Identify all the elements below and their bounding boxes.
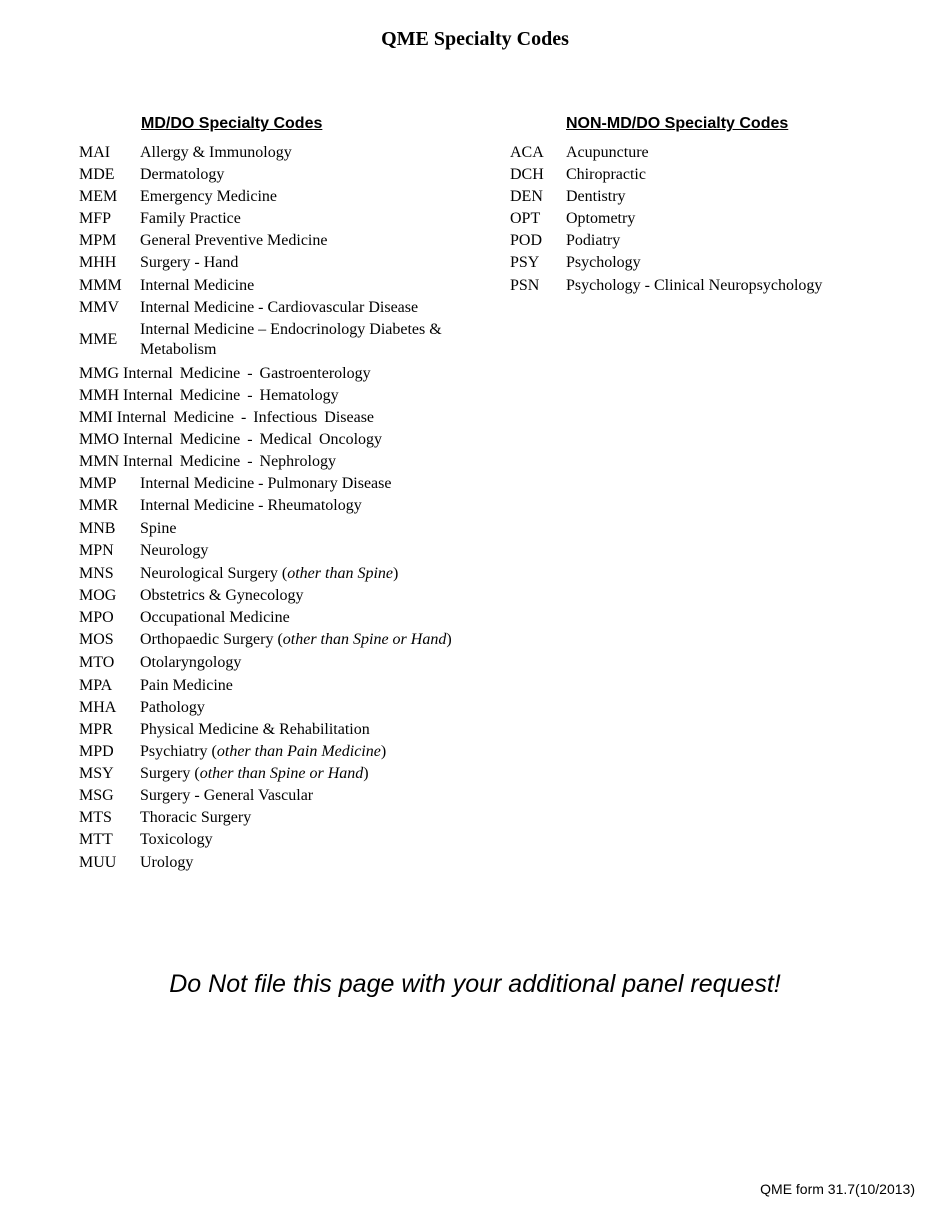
code-row	[79, 630, 489, 650]
code-row	[79, 676, 489, 696]
specialty-code: MMN	[79, 453, 120, 471]
code-row	[79, 742, 489, 762]
specialty-code: PSY	[510, 254, 540, 272]
specialty-name: Dermatology	[140, 166, 225, 184]
code-row	[510, 209, 930, 229]
md-do-heading: MD/DO Specialty Codes	[141, 115, 323, 132]
non-md-do-heading: NON-MD/DO Specialty Codes	[566, 115, 789, 132]
code-row	[510, 143, 930, 163]
specialty-name-text: )	[392, 564, 399, 582]
specialty-name: Family Practice	[140, 210, 241, 228]
specialty-code: MMO	[79, 431, 120, 449]
specialty-code: MHH	[79, 254, 117, 272]
specialty-name: Dentistry	[566, 188, 626, 206]
md-do-code-list	[79, 143, 489, 875]
code-row	[510, 231, 930, 251]
specialty-name: Acupuncture	[566, 144, 649, 161]
specialty-code: ACA	[510, 144, 544, 161]
specialty-name	[140, 742, 489, 762]
specialty-code: MTT	[79, 831, 113, 849]
specialty-code: MOG	[79, 586, 117, 604]
code-row	[79, 452, 489, 472]
specialty-code: MTO	[79, 653, 115, 671]
specialty-name: Allergy & Immunology	[140, 144, 292, 161]
specialty-name	[140, 564, 489, 584]
specialty-name: Internal Medicine - Gastroenterology	[123, 364, 371, 382]
specialty-code: MMM	[79, 276, 122, 294]
specialty-name: Occupational Medicine	[140, 608, 290, 626]
specialty-qualifier: other than Spine or Hand	[282, 630, 447, 648]
form-number: QME form 31.7(10/2013)	[760, 1181, 915, 1197]
specialty-code: MHA	[79, 698, 117, 716]
code-row	[79, 187, 489, 207]
code-row	[79, 720, 489, 740]
specialty-name: Chiropractic	[566, 166, 646, 184]
specialty-name	[140, 764, 489, 784]
specialty-name: Internal Medicine - Nephrology	[123, 453, 336, 471]
specialty-name: Obstetrics & Gynecology	[140, 586, 304, 604]
specialty-name: Internal Medicine - Hematology	[123, 386, 339, 404]
specialty-qualifier: other than Spine or Hand	[199, 765, 364, 783]
specialty-name: Internal Medicine	[140, 276, 255, 294]
specialty-code: MMG	[79, 364, 120, 382]
specialty-code: DCH	[510, 166, 544, 184]
specialty-code: MFP	[79, 210, 112, 228]
code-row	[79, 698, 489, 718]
code-row	[79, 653, 489, 673]
specialty-code: MTS	[79, 809, 112, 827]
code-row	[79, 298, 489, 318]
specialty-code: MAI	[79, 144, 111, 161]
code-row	[79, 496, 489, 516]
specialty-name-text: )	[363, 765, 369, 783]
code-row	[79, 808, 489, 828]
code-row	[510, 187, 930, 207]
specialty-name: Urology	[140, 853, 194, 871]
code-row	[79, 586, 489, 606]
code-row	[79, 853, 489, 873]
code-row	[79, 231, 489, 251]
code-row	[79, 541, 489, 561]
specialty-name: Internal Medicine - Pulmonary Disease	[140, 475, 392, 493]
code-row	[79, 253, 489, 273]
specialty-code: MPO	[79, 608, 114, 626]
specialty-name: Toxicology	[140, 831, 213, 849]
specialty-code: MPD	[79, 743, 114, 761]
code-row	[79, 386, 489, 406]
specialty-name: Psychology - Clinical Neuropsychology	[566, 276, 823, 294]
code-row	[79, 764, 489, 784]
filing-notice: Do Not file this page with your additional panel request!	[169, 970, 781, 998]
specialty-name: Pathology	[140, 698, 205, 716]
specialty-code: MEM	[79, 188, 118, 206]
specialty-name: Internal Medicine – Endocrinology Diabetes & Metabolism	[140, 320, 442, 358]
specialty-code: MMP	[79, 475, 117, 493]
specialty-name-text: Neurological Surgery (	[140, 564, 288, 582]
code-row	[510, 165, 930, 185]
specialty-code: MPN	[79, 542, 114, 560]
code-row	[79, 276, 489, 296]
specialty-name: Psychology	[566, 254, 641, 272]
specialty-code: MOS	[79, 630, 114, 648]
code-row	[79, 143, 489, 163]
specialty-name: Surgery - Hand	[140, 254, 239, 272]
code-row	[79, 519, 489, 539]
specialty-name: Neurology	[140, 542, 209, 560]
specialty-code: DEN	[510, 188, 543, 206]
specialty-name	[140, 630, 489, 650]
code-row	[79, 608, 489, 628]
specialty-code: MDE	[79, 166, 115, 184]
specialty-name: Internal Medicine - Rheumatology	[140, 497, 362, 515]
code-row	[79, 408, 489, 428]
code-row	[79, 830, 489, 850]
specialty-name: Thoracic Surgery	[140, 809, 252, 827]
specialty-name: General Preventive Medicine	[140, 232, 328, 250]
code-row	[79, 209, 489, 229]
specialty-qualifier: other than Spine	[287, 564, 393, 582]
specialty-code: MSG	[79, 787, 114, 805]
code-row	[79, 474, 489, 494]
specialty-code: MNS	[79, 564, 114, 582]
specialty-code: POD	[510, 232, 543, 250]
specialty-name: Physical Medicine & Rehabilitation	[140, 720, 370, 738]
code-row	[79, 430, 489, 450]
specialty-code: MMV	[79, 298, 120, 316]
code-row	[79, 165, 489, 185]
specialty-name: Otolaryngology	[140, 653, 242, 671]
code-row	[79, 786, 489, 806]
specialty-name-text: )	[380, 743, 387, 761]
specialty-code: MME	[79, 330, 118, 348]
specialty-name-text: Surgery (	[140, 765, 200, 783]
code-row	[79, 320, 489, 360]
specialty-name-text: Psychiatry (	[140, 743, 217, 761]
specialty-code: MMI	[79, 408, 113, 426]
specialty-name: Internal Medicine - Cardiovascular Disease	[140, 298, 419, 316]
specialty-code: MSY	[79, 765, 114, 783]
specialty-name: Surgery - General Vascular	[140, 787, 314, 805]
specialty-code: MPM	[79, 232, 117, 250]
specialty-name-text: )	[446, 630, 452, 648]
specialty-name: Internal Medicine - Medical Oncology	[123, 431, 383, 449]
specialty-name: Emergency Medicine	[140, 188, 277, 206]
code-row	[510, 276, 930, 296]
specialty-name: Pain Medicine	[140, 676, 233, 694]
specialty-code: MMH	[79, 386, 120, 404]
specialty-name: Spine	[140, 520, 177, 538]
specialty-qualifier: other than Pain Medicine	[216, 743, 381, 761]
code-row	[79, 564, 489, 584]
specialty-code: MNB	[79, 520, 116, 538]
specialty-name-text: Orthopaedic Surgery (	[140, 630, 283, 648]
page-title: QME Specialty Codes	[381, 28, 569, 50]
non-md-do-code-list	[510, 143, 930, 298]
specialty-code: MUU	[79, 853, 117, 871]
specialty-name: Internal Medicine - Infectious Disease	[116, 408, 375, 426]
specialty-name: Optometry	[566, 210, 636, 228]
code-row	[510, 253, 930, 273]
specialty-code: PSN	[510, 276, 540, 294]
code-row	[79, 364, 489, 384]
specialty-name: Podiatry	[566, 232, 621, 250]
specialty-code: MPA	[79, 676, 113, 694]
specialty-code: MPR	[79, 720, 113, 738]
specialty-code: MMR	[79, 497, 119, 515]
specialty-code: OPT	[510, 210, 541, 228]
